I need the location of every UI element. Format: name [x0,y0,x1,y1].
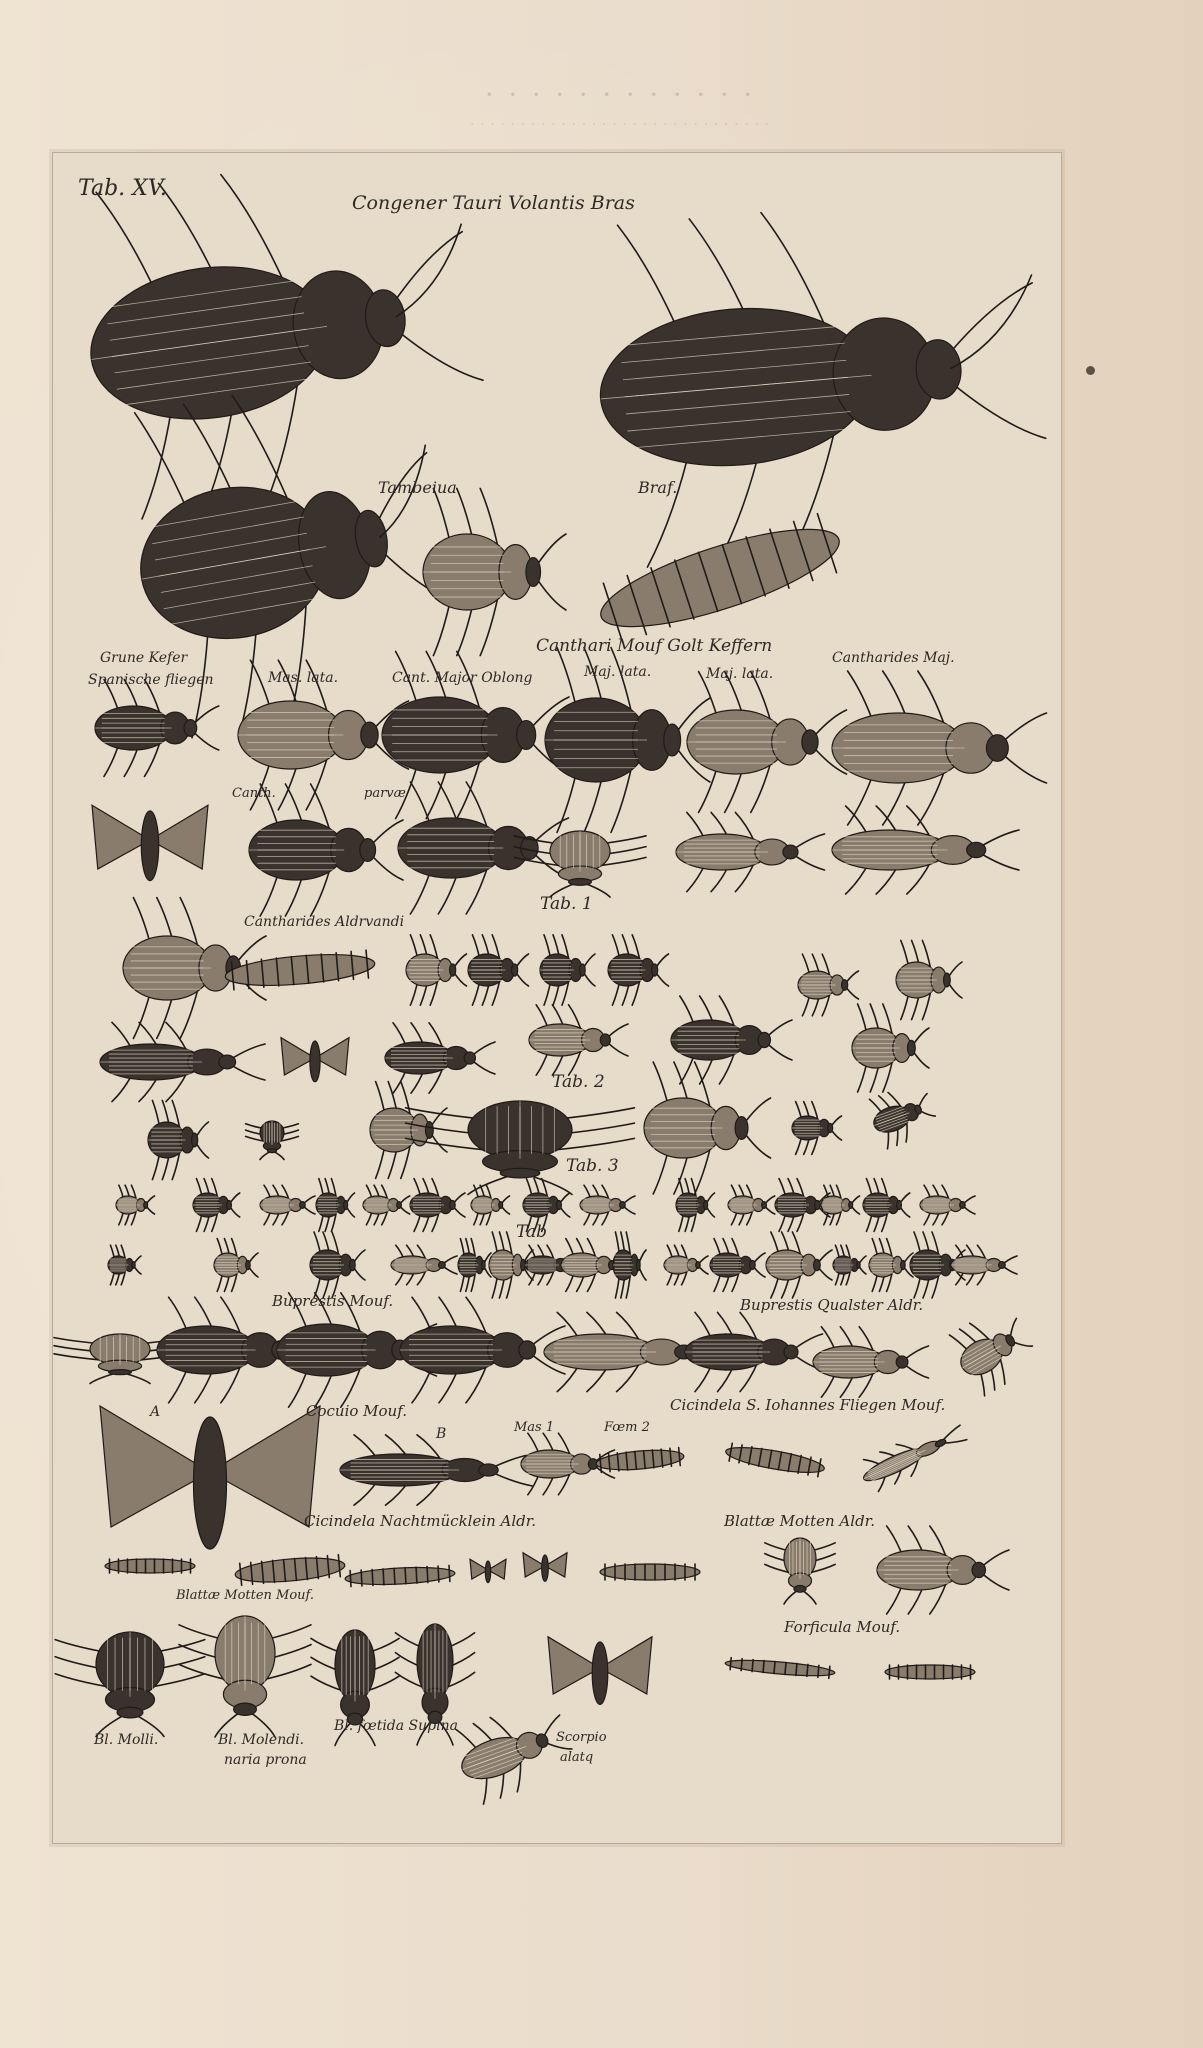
label-grune-kefer: Grune Kefer [100,650,188,666]
beetle-drawing [406,935,467,1005]
beetle-drawing [55,1632,205,1737]
label-cant-major-oblong: Cant. Major Oblong [392,670,533,686]
plate-title: Tab. XV. [78,176,167,201]
label-scorpio: Scorpio [556,1730,607,1745]
beetle-drawing [863,1179,910,1232]
label-blattae-motten: Blattæ Motten Aldr. [724,1512,875,1530]
beetle-drawing [340,1435,533,1505]
beetle-drawing [391,1245,457,1285]
beetle-drawing [400,1297,565,1403]
label-canth: Canth. [232,786,276,801]
beetle-drawing [260,1185,315,1225]
label-bl-molendi: Bl. Molendi. [218,1732,305,1748]
beetle-drawing [529,1005,628,1075]
beetle-drawing [685,1312,823,1391]
beetle-drawing [468,935,529,1005]
beetle-drawing [833,1245,866,1285]
larva-drawing [725,1657,836,1679]
beetle-drawing [108,1245,141,1285]
beetle-drawing [920,1185,975,1225]
beetle-drawing [249,784,403,916]
beetle-drawing [687,672,847,813]
label-maj-lata-1: Maj. lata. [584,664,652,680]
beetle-drawing [608,935,669,1005]
moth-drawing [548,1637,652,1705]
label-tab4: Tab [516,1222,548,1242]
larva-drawing [885,1665,975,1679]
label-naria-prona: naria prona [224,1752,307,1768]
beetle-drawing [316,1179,355,1232]
beetle-drawing [310,1232,365,1298]
label-tab2: Tab. 2 [552,1072,605,1092]
bleed-through-text: · · · · · · · · · · · · · · · · · · · · · · · · · · · · · · · · · · · · · · · · · · [469,78,771,133]
label-forficula-mouf: Forficula Mouf. [784,1618,901,1636]
beetle-drawing [832,806,1019,894]
beetle-drawing [896,940,962,1019]
label-cocuio-mouf: Cocuio Mouf. [306,1402,408,1420]
label-alatq: alatq [560,1750,594,1765]
label-B: B [436,1426,447,1442]
beetle-drawing [710,1239,765,1292]
beetle-drawing [458,1239,491,1292]
beetle-drawing [246,1121,299,1160]
beetle-drawing [832,671,1047,825]
beetle-drawing [423,488,566,655]
beetle-drawing [856,1416,971,1494]
beetle-drawing [765,1538,835,1604]
larva-drawing [724,1442,826,1477]
label-cicindela-nacht: Cicindela Nachtmücklein Aldr. [304,1512,537,1530]
beetle-drawing [813,1327,929,1397]
label-cicindela-johannes: Cicindela S. Iohannes Fliegen Mouf. [670,1396,946,1414]
beetle-drawing [676,812,825,891]
label-tab1: Tab. 1 [540,894,593,914]
beetle-drawing [766,1232,832,1298]
beetle-drawing [193,1179,240,1232]
larva-drawing [234,1554,345,1586]
beetle-drawing [370,1082,447,1179]
larva-drawing [595,1447,684,1473]
label-parvae: parvæ [364,786,406,801]
beetle-drawing [116,1185,155,1225]
label-cantharides-maj: Cantharides Maj. [832,650,955,666]
beetle-drawing [792,1102,842,1155]
label-buprestis-mouf: Buprestis Mouf. [272,1292,394,1310]
beetle-drawing [410,1179,465,1232]
label-blattae-mouf: Blattæ Motten Mouf. [176,1588,315,1603]
larva-drawing [592,510,849,646]
moth-drawing [100,1406,320,1549]
beetle-drawing [821,1185,860,1225]
beetle-drawing [148,1100,209,1179]
label-mas1: Mas 1 [514,1420,555,1435]
larva-drawing [600,1564,700,1580]
beetle-drawing [869,1239,913,1292]
label-buprestis-qualster: Buprestis Qualster Aldr. [740,1296,924,1314]
label-cantharides-aldr: Cantharides Aldrvandi [244,914,405,930]
beetle-drawing [664,1245,708,1285]
moth-drawing [523,1553,567,1582]
beetle-drawing [676,1179,715,1232]
larva-drawing [345,1565,456,1587]
beetle-drawing [945,1302,1042,1399]
beetle-drawing [471,1185,510,1225]
beetle-drawing [852,1004,929,1092]
label-canthari-mouf: Canthari Mouf Golt Keffern [536,636,773,656]
label-bl-foetida: Bl. fœtida Supina [334,1718,458,1734]
label-tab3: Tab. 3 [566,1156,619,1176]
larva-drawing [224,950,376,991]
beetle-drawing [540,935,595,1005]
beetle-drawing [798,954,859,1016]
beetle-drawing [728,1185,775,1225]
beetle-drawing [951,1245,1017,1285]
beetle-drawing [613,1232,646,1298]
moth-drawing [281,1038,349,1082]
beetle-drawing [877,1526,1009,1614]
label-foem2: Fœm 2 [604,1420,650,1435]
label-A: A [150,1404,161,1420]
label-spanische-fliegen: Spanische fliegen [88,672,214,688]
moth-drawing [470,1559,506,1582]
beetle-drawing [580,1185,635,1225]
label-braf: Braf. [638,478,678,497]
label-tambeiua: Tambeiua [378,478,457,497]
moth-drawing [92,805,208,880]
label-maj-lata-2: Maj. lata. [706,666,774,682]
beetle-drawing [671,996,792,1084]
beetle-drawing [363,1185,410,1225]
label-bl-molli: Bl. Molli. [94,1732,159,1748]
beetle-drawing [214,1239,258,1292]
larva-drawing [105,1559,195,1573]
beetle-drawing [586,190,1054,570]
beetle-drawing [644,1062,771,1194]
plate-heading: Congener Tauri Volantis Bras [352,192,635,214]
label-mas-lata: Mas. lata. [268,670,339,686]
beetle-drawing [865,1080,940,1150]
